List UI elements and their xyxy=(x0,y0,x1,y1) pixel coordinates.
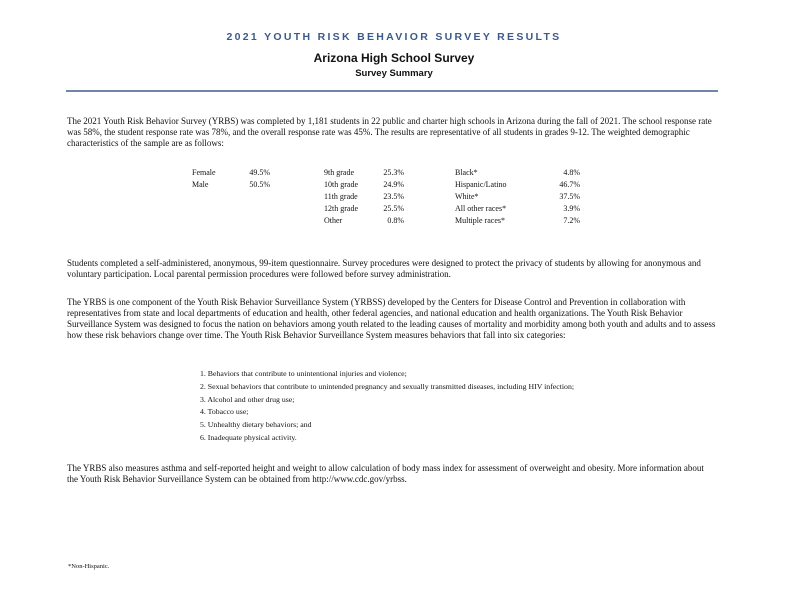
demographic-label: 9th grade xyxy=(324,168,354,177)
additional-measures-paragraph: The YRBS also measures asthma and self-reported height and weight to allow calculation of body mass index for assessment of overweight and obesity. More information about the Youth Risk Behavior Surveillance System can be obtained from http://www.cdc.gov/yrbss. xyxy=(67,463,704,484)
footnote: *Non-Hispanic. xyxy=(68,563,110,570)
list-item: 1. Behaviors that contribute to unintentional injuries and violence; xyxy=(200,369,407,378)
list-item: 3. Alcohol and other drug use; xyxy=(200,394,295,404)
sex-values-column xyxy=(244,167,270,191)
header-divider xyxy=(66,90,718,92)
school-title: Arizona High School Survey xyxy=(313,51,475,65)
demographic-label: 12th grade xyxy=(324,204,358,213)
demographic-value: 7.2% xyxy=(563,216,580,225)
demographic-value: 24.9% xyxy=(383,180,404,189)
demographic-value: 50.5% xyxy=(249,180,270,189)
grade-labels-column xyxy=(324,167,384,227)
demographic-value: 23.5% xyxy=(383,192,404,201)
list-item: 4. Tobacco use; xyxy=(200,407,249,417)
demographic-value: 3.9% xyxy=(563,204,580,213)
demographic-value: 46.7% xyxy=(559,180,580,189)
demographic-label: All other races* xyxy=(455,204,507,213)
race-labels-column xyxy=(455,167,545,227)
demographic-label: Multiple races* xyxy=(455,216,505,225)
grade-values-column xyxy=(376,167,404,227)
list-item: 2. Sexual behaviors that contribute to unintended pregnancy and sexually transmitted diseases, including HIV infection; xyxy=(200,381,575,391)
demographic-value: 25.3% xyxy=(383,168,404,177)
sex-labels-column xyxy=(192,167,242,191)
list-item: 5. Unhealthy dietary behaviors; and xyxy=(200,420,312,430)
demographic-value: 37.5% xyxy=(559,192,580,201)
demographic-label: White* xyxy=(455,192,479,201)
demographic-value: 25.5% xyxy=(383,204,404,213)
demographic-value: 49.5% xyxy=(249,168,270,177)
demographic-label: 10th grade xyxy=(324,180,358,189)
yrbss-paragraph: The YRBS is one component of the Youth Risk Behavior Surveillance System (YRBSS) developed by the Centers for Disease Control and Prevention in collaboration with representatives from state and local departments of education and health, other federal agencies, and national education and health organizations. The Youth Risk Behavior Surveillance System was designed to focus the nation on behaviors among youth related to the leading causes of mortality and morbidity among both youth and adults and to assess how these risk behaviors change over time. The Youth Risk Behavior Surveillance System measures behaviors that fall into six categories: xyxy=(67,297,716,340)
list-item: 6. Inadequate physical activity. xyxy=(200,432,297,442)
survey-title: 2021 YOUTH RISK BEHAVIOR SURVEY RESULTS xyxy=(226,31,562,43)
demographic-label: Female xyxy=(192,168,216,177)
procedures-paragraph: Students completed a self-administered, anonymous, 99-item questionnaire. Survey procedures were designed to protect the privacy of students by allowing for anonymous and voluntary participation. Local parental permission procedures were followed before survey administration. xyxy=(67,258,701,279)
page-subtitle: Survey Summary xyxy=(355,68,433,79)
demographic-label: Other xyxy=(324,216,343,225)
demographic-label: Hispanic/Latino xyxy=(455,180,507,189)
intro-paragraph: The 2021 Youth Risk Behavior Survey (YRBS) was completed by 1,181 students in 22 public and charter high schools in Arizona during the fall of 2021. The school response rate was 58%, the student response rate was 78%, and the overall response rate was 45%. The results are representative of all students in grades 9-12. The weighted demographic characteristics of the sample are as follows: xyxy=(67,116,712,148)
demographic-value: 4.8% xyxy=(563,168,580,177)
demographic-label: Male xyxy=(192,180,209,189)
demographic-value: 0.8% xyxy=(387,216,404,225)
demographic-label: 11th grade xyxy=(324,192,358,201)
behavior-categories-list xyxy=(200,368,680,445)
demographic-label: Black* xyxy=(455,168,478,177)
race-values-column xyxy=(554,167,580,227)
